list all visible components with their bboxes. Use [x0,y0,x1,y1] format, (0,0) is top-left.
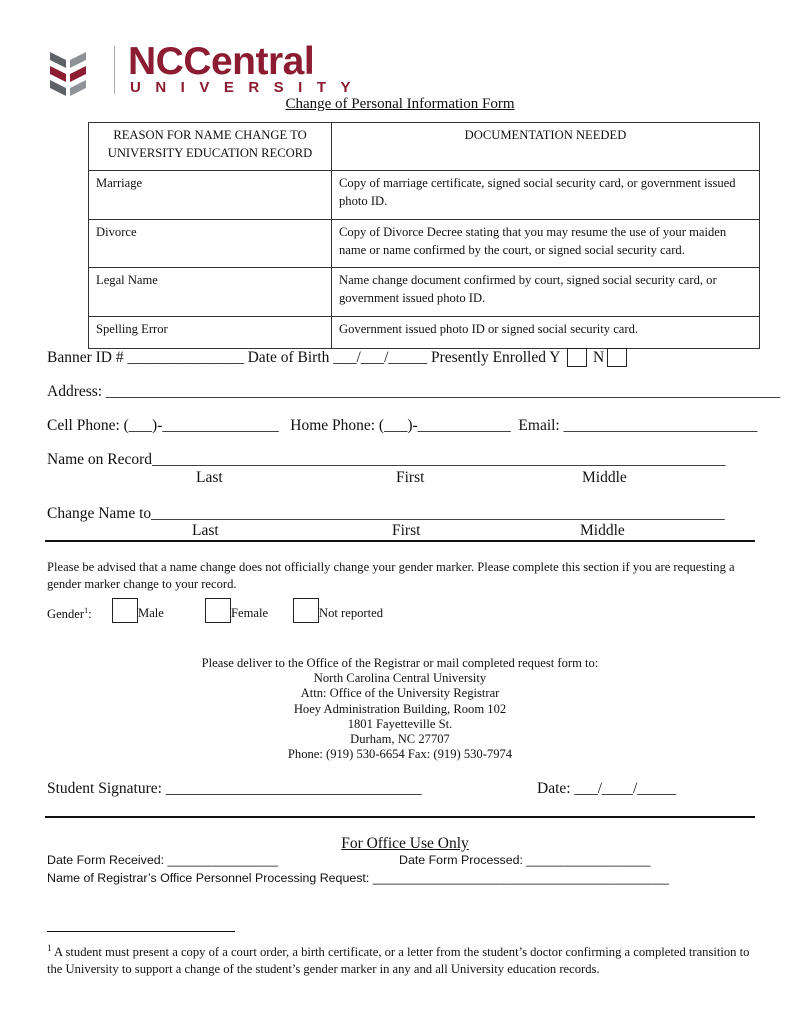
reason-cell: Legal Name [89,268,332,317]
gender-male-label: Male [138,606,164,620]
office-use-title: For Office Use Only [341,835,469,852]
delivery-line: Please deliver to the Office of the Registrar or mail completed request form to: [201,656,599,670]
table-row [89,268,760,317]
gender-not-reported-label: Not reported [319,606,383,620]
gender-label: Gender$^1$: [47,606,92,622]
registrar-personnel-field[interactable]: Name of Registrar’s Office Personnel Processing Request: ___________________________________________ [47,871,670,885]
enrolled-yes-checkbox[interactable] [567,348,587,367]
logo-subtitle: UNIVERSITY [130,79,366,96]
delivery-line: North Carolina Central University [313,671,487,686]
student-signature-field[interactable]: Student Signature: _________________________________ [47,780,422,797]
divider [45,816,755,818]
date-form-processed-field[interactable]: Date Form Processed: __________________ [399,853,651,867]
change-name-field[interactable]: Change Name to__________________________________________________________________________ [47,505,725,522]
divider [45,540,755,542]
reason-cell: Divorce [89,220,332,268]
footnote: $^1$ A student must present a copy of a court order, a birth certificate, or a letter from the student’s doctor confirming a completed transition to the University to support a change of the student’s gender marker in any and all University education records. [47,943,750,977]
delivery-line: Durham, NC 27707 [350,732,450,747]
doc-cell: Government issued photo ID or signed social security card. [332,317,760,349]
page-title: Change of Personal Information Form [285,96,515,112]
gender-female-checkbox[interactable] [205,598,231,623]
delivery-line: Hoey Administration Building, Room 102 [293,701,507,716]
doc-cell: Copy of marriage certificate, signed social security card, or government issued photo ID. [332,171,760,220]
delivery-line: Phone: (919) 530-6654 Fax: (919) 530-7974 [287,747,513,762]
delivery-address-block [0,656,800,762]
gender-male-checkbox[interactable] [112,598,138,623]
doc-cell: Copy of Divorce Decree stating that you may resume the use of your maiden name or name confirmed by the court, or signed social security card. [332,220,760,268]
name-on-record-field[interactable]: Name on Record__________________________________________________________________________ [47,451,726,468]
label-first: First [396,469,425,486]
table-row [89,171,760,220]
enrolled-no-label: N [593,349,605,366]
gender-female-label: Female [231,606,269,620]
label-last: Last [196,469,223,486]
signature-date-field[interactable]: Date: ___/____/_____ [537,780,677,797]
date-form-received-field[interactable]: Date Form Received: ________________ [47,853,278,867]
footnote-rule [47,931,235,932]
reason-cell: Marriage [89,171,332,220]
table-header-documentation: DOCUMENTATION NEEDED [332,123,760,171]
table-row [89,317,760,349]
gender-not-reported-checkbox[interactable] [293,598,319,623]
logo-name: NCCentral [128,40,315,83]
reason-cell: Spelling Error [89,317,332,349]
delivery-line: Attn: Office of the University Registrar [300,686,500,701]
label-last: Last [192,522,219,539]
label-first: First [392,522,421,539]
gender-notice: Please be advised that a name change does not officially change your gender marker. Please complete this section if you are requesting a gender marker change to your record. [47,560,735,591]
label-middle: Middle [582,469,627,486]
delivery-line: 1801 Fayetteville St. [347,716,453,731]
table-row [89,220,760,268]
label-middle: Middle [580,522,625,539]
documentation-table [88,122,760,349]
table-header-reason: REASON FOR NAME CHANGE TO UNIVERSITY EDUCATION RECORD [89,123,332,171]
doc-cell: Name change document confirmed by court, signed social security card, or government issued photo ID. [332,268,760,317]
enrolled-no-checkbox[interactable] [607,348,627,367]
banner-dob-line[interactable]: Banner ID # _______________ Date of Birth ___/___/_____ Presently Enrolled Y [47,349,561,366]
address-field[interactable]: Address: _______________________________________________________________________________________ [47,383,781,400]
phone-email-fields[interactable]: Cell Phone: (___)-_______________ Home Phone: (___)-____________ Email: _________________________ [47,417,758,434]
chevron-logo-icon [50,46,102,96]
